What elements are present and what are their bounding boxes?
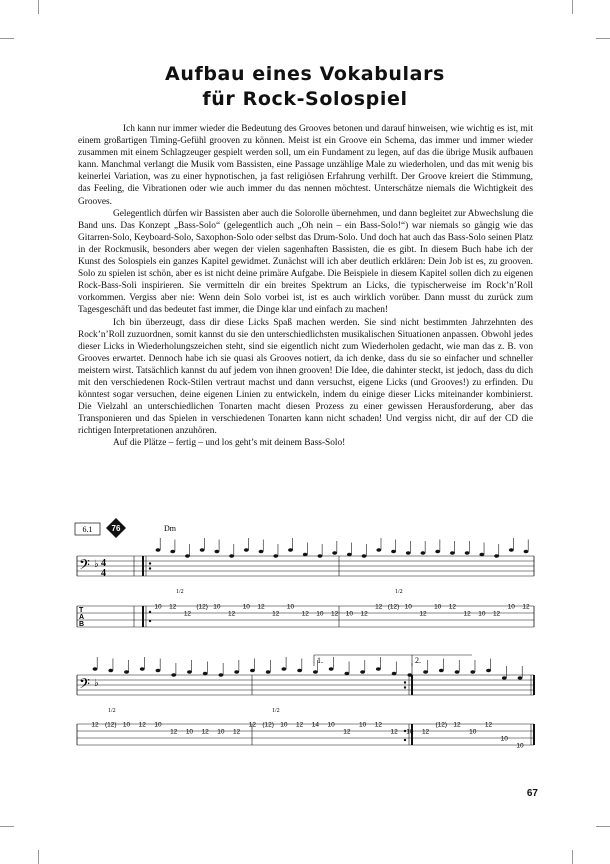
note-head (303, 553, 308, 557)
notes-system-1 (156, 538, 529, 558)
barlines-system-2 (77, 675, 534, 745)
note-head (376, 548, 381, 552)
note-head (93, 667, 98, 671)
note-head (406, 551, 411, 555)
tab-number: 10 (280, 721, 288, 729)
note-head (494, 554, 499, 558)
key-signature-flat: ♭ (94, 678, 99, 689)
note-head (156, 548, 161, 552)
tab-number: 10 (242, 603, 250, 611)
tab-label-t: T (79, 607, 84, 614)
title-line-1: Aufbau eines Vokabulars (165, 63, 445, 85)
note-head (214, 550, 219, 554)
tab-number: 12 (360, 610, 368, 618)
tab-number: (12) (435, 721, 448, 729)
note-head (281, 667, 286, 671)
tab-number: 10 (154, 603, 162, 611)
note-head (439, 669, 444, 673)
key-signature-flat: ♭ (94, 559, 99, 570)
note-head (470, 670, 475, 674)
tab-number: (12) (262, 721, 274, 729)
tab-number: 12 (248, 721, 257, 729)
note-head (156, 669, 161, 673)
note-head (234, 670, 239, 674)
time-signature-bottom: 4 (101, 568, 106, 579)
note-head (273, 554, 278, 558)
tab-number: 10 (327, 721, 335, 729)
tab-number: 10 (185, 728, 194, 736)
note-head (124, 670, 129, 674)
note-head (518, 676, 523, 680)
note-head (344, 672, 349, 676)
note-head (524, 550, 529, 554)
second-ending-label: 2. (415, 656, 421, 665)
tab-number: 12 (201, 728, 209, 736)
note-head (347, 553, 352, 557)
example-number: 6.1 (82, 525, 93, 534)
tab-number: 12 (484, 721, 493, 729)
tab-number: 12 (272, 610, 280, 618)
note-head (455, 670, 460, 674)
bend-marking: 1/2 (272, 708, 280, 714)
tab-number: 10 (507, 603, 515, 611)
note-head (219, 673, 224, 677)
track-number: 76 (111, 524, 121, 533)
tab-number: 12 (448, 603, 457, 611)
paragraph: Gelegentlich dürfen wir Bassisten aber auch die Solorolle übernehmen, und dann begleitet zur Abwechslung die Band uns. Das Konzept „Bass-Solo“ (gelegentlich auch „Oh nein – ein Bass-Solo!“) war niemals so gängig wie das Gitarren-Solo, Keyboard-Solo, Saxophon-Solo oder selbst das Drum-Solo. Und doch hat auch das Bass-Solo seinen Platz in der Rockmusik, besonders aber wegen der vielen sagenhaften Bassisten, die es gibt. In diesem Buch habe ich der Kunst des Solospiels ein ganzes Kapitel gewidmet. Zunächst will ich aber deutlich erklären: Dein Job ist es, zu grooven. Solo zu spielen ist schön, aber es ist nicht deine primäre Aufgabe. Die Beispiele in diesem Kapitel sollen dich zu eigenen Rock-Bass-Soli inspirieren. Sie vermitteln dir ein breites Spektrum an Licks, die typischerweise im Rock’n’Roll vorkommen. Vergiss aber nie: Wenn dein Solo vorbei ist, ist es auch wirklich vorüber. Dann musst du zurück zum Tagesgeschäft und das bedeutet fast immer, die Dinge klar und einfach zu machen! (78, 208, 533, 316)
tab-number: 12 (421, 728, 430, 736)
tab-number: 10 (286, 603, 295, 611)
bend-marking: 1/2 (108, 708, 116, 714)
tab-number: (12) (196, 603, 208, 611)
tab-numbers-system-2 (91, 722, 524, 750)
note-head (318, 554, 323, 558)
note-head (259, 550, 264, 554)
tab-number: 10 (358, 721, 367, 729)
note-head (479, 553, 484, 557)
tab-number: 14 (311, 721, 319, 729)
first-ending-label: 1. (317, 656, 323, 665)
note-head (297, 669, 302, 673)
note-head (450, 551, 455, 555)
note-head (509, 548, 514, 552)
note-head (360, 670, 365, 674)
note-head (170, 550, 175, 554)
tab-number: 10 (516, 742, 524, 750)
staff-system-2 (77, 675, 534, 695)
tab-number: 10 (217, 728, 225, 736)
tab-number: 12 (169, 603, 177, 611)
note-head (376, 667, 381, 671)
chord-symbol: Dm (164, 524, 176, 533)
tab-number: 10 (316, 610, 324, 618)
note-head (391, 550, 396, 554)
note-head (200, 548, 205, 552)
tab-number: (12) (104, 721, 117, 729)
time-signature-top: 4 (101, 558, 106, 569)
tab-number: 12 (170, 728, 178, 736)
note-head (313, 670, 318, 674)
note-head (332, 551, 337, 555)
tab-number: 12 (375, 603, 383, 611)
tab-number: 12 (419, 610, 427, 618)
note-head (423, 670, 428, 674)
tab-number: 12 (390, 728, 398, 736)
tab-number: 10 (469, 728, 477, 736)
tab-number: 12 (296, 721, 304, 729)
bend-marking: 1/2 (395, 589, 403, 595)
tab-number: 12 (463, 610, 471, 618)
tab-number: 12 (183, 610, 192, 618)
tab-number: 10 (434, 603, 442, 611)
note-head (185, 554, 190, 558)
paragraph: Auf die Plätze – fertig – und los geht’s mit deinem Bass-Solo! (113, 438, 346, 449)
note-head (203, 672, 208, 676)
note-head (329, 667, 334, 671)
paragraph: Ich bin überzeugt, dass dir diese Licks Spaß machen werden. Sie sind nicht bestimmten Jahrzehnten des Rock’n’Roll zuzuordnen, somit kannst du sie den unterschiedlichsten musikalischen Situationen anpassen. Obwohl jedes dieser Licks in Wiederholungszeichen steht, sind sie eigentlich nicht zum Wiederholen gedacht, wie man das z. B. von Grooves erwartet. Dennoch habe ich sie quasi als Grooves notiert, da ich denke, dass du sie so einfacher und schneller meistern wirst. Tatsächlich kannst du auf jedem von ihnen grooven! Die Idee, die dahinter steckt, ist jedoch, dass du dich mit den verschiedenen Rock-Stilen vertraut machst und dann versuchst, eigene Licks (und Grooves!) zu erfinden. Du könntest sogar versuchen, deine eigenen Linien zu entwickeln, indem du einige dieser Licks miteinander kombinierst. Die Vielzahl an unterschiedlichen Tonarten macht diesen Prozess zu einer gewissen Herausforderung, aber das Transponieren und das Spielen in verschiedenen Tonarten kann nicht schaden! Und vergiss nicht, dir auf der CD die richtigen Interpretationen anzuhören. (78, 317, 533, 437)
tab-number: 12 (331, 610, 339, 618)
tab-number: 12 (138, 721, 146, 729)
note-head (229, 554, 234, 558)
tab-numbers-system-1 (154, 604, 530, 618)
notes-system-2 (93, 657, 523, 680)
note-head (435, 550, 440, 554)
tab-number: 12 (301, 610, 309, 618)
note-head (266, 670, 271, 674)
tab-number: 10 (122, 721, 131, 729)
tab-number: 10 (154, 721, 162, 729)
paragraph: Ich kann nur immer wieder die Bedeutung des Grooves betonen und darauf hinweisen, wie wichtig es ist, mit einem großartigen Timing-Gefühl grooven zu können. Meist ist ein Groove ein Schema, das immer und immer wieder zusammen mit einem Schlagzeuger gespielt werden soll, um ein Fundament zu legen, auf das die übrige Musik aufbauen kann. Manchmal verlangt die Musik vom Bassisten, eine Passage unzählige Male zu wiederholen, und das mit wenig bis keinerlei Variation, was zu einer hypnotischen, ja fast religiösen Erfahrung verhilft. Der Groove kreiert die Stimmung, das Feeling, die Vibrationen oder wie auch immer du das nennen möchtest. Unterschätze niemals die Wichtigkeit des Grooves. (78, 124, 533, 207)
tab-number: 12 (233, 728, 241, 736)
tab-number: 10 (213, 603, 221, 611)
tab-number: 12 (522, 603, 530, 611)
note-head (288, 548, 293, 552)
staff-system-1 (77, 556, 534, 576)
note-head (486, 669, 491, 673)
tab-label-b: B (79, 621, 85, 628)
tab-number: 12 (343, 728, 351, 736)
tab-number: (12) (387, 603, 400, 611)
note-head (171, 673, 176, 677)
tab-number: 10 (478, 610, 486, 618)
note-head (392, 672, 397, 676)
tab-number: 12 (374, 721, 382, 729)
note-head (407, 673, 412, 677)
bass-clef: 𝄢 (79, 676, 90, 696)
tab-number: 12 (257, 603, 265, 611)
bass-clef: 𝄢 (79, 557, 90, 577)
note-head (421, 551, 426, 555)
title-line-2: für Rock-Solospiel (202, 88, 408, 110)
bend-marking: 1/2 (176, 589, 184, 595)
tab-label-a: A (79, 614, 85, 621)
note-head (250, 669, 255, 673)
tab-number: 10 (500, 735, 508, 743)
tab-number: 12 (91, 721, 99, 729)
tab-number: 12 (227, 610, 236, 618)
note-head (244, 548, 249, 552)
volta-brackets (314, 655, 472, 666)
note-head (362, 554, 367, 558)
tab-number: 10 (345, 610, 353, 618)
tab-number: 10 (406, 728, 414, 736)
note-head (502, 676, 507, 680)
note-head (465, 551, 470, 555)
tab-number: 10 (404, 603, 412, 611)
note-head (108, 669, 113, 673)
tab-number: 12 (492, 610, 501, 618)
tab-number: 12 (453, 721, 461, 729)
note-head (187, 670, 192, 674)
page-number: 67 (526, 788, 538, 799)
note-head (140, 667, 145, 671)
